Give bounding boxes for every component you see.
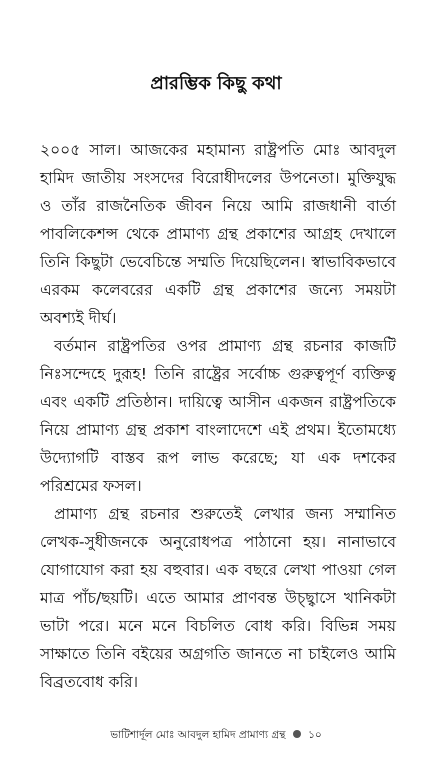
paragraph-2: বর্তমান রাষ্ট্রপতির ওপর প্রামাণ্য গ্রন্থ রচনার কাজটি নিঃসন্দেহে দুরূহ! তিনি রাষ্ট্রের সর্বোচ্চ গুরুত্বপূর্ণ ব্যক্তিত্ব এবং একটি প্রতিষ্ঠান। দায়িত্বে আসীন একজন রাষ্ট্রপতিকে নিয়ে প্রামাণ্য গ্রন্থ প্রকাশ বাংলাদেশে এই প্রথম। ইতোমধ্যে উদ্যোগটি বাস্তব রূপ লাভ করেছে; যা এক দশকের পরিশ্রমের ফসল। [40, 337, 396, 495]
chapter-title: প্রারম্ভিক কিছু কথা [150, 73, 282, 94]
page-number: ১০ [308, 729, 322, 741]
paragraph-3: প্রামাণ্য গ্রন্থ রচনার শুরুতেই লেখার জন্য সম্মানিত লেখক-সুধীজনকে অনুরোধপত্র পাঠানো হয়। নানাভাবে যোগাযোগ করা হয় বহুবার। এক বছরে লেখা পাওয়া গেল মাত্র পাঁচ/ছয়টি। এতে আমার প্রাণবন্ত উচ্ছ্বাসে খানিকটা ভাটা পরে। মনে মনে বিচলিত বোধ করি। বিভিন্ন সময় সাক্ষাতে তিনি বইয়ের অগ্রগতি জানতে না চাইলেও আমি বিব্রতবোধ করি। [40, 505, 396, 691]
bullet-dot-icon [293, 730, 301, 738]
paragraph-1: ২০০৫ সাল। আজকের মহামান্য রাষ্ট্রপতি মোঃ আবদুল হামিদ জাতীয় সংসদের বিরোধীদলের উপনেতা। মুক্তিযুদ্ধ ও তাঁর রাজনৈতিক জীবন নিয়ে আমি রাজধানী বার্তা পাবলিকেশন্স থেকে প্রামাণ্য গ্রন্থ প্রকাশের আগ্রহ দেখালে তিনি কিছুটা ভেবেচিন্তে সম্মতি দিয়েছিলেন। স্বাভাবিকভাবে এরকম কলেবরের একটি গ্রন্থ প্রকাশের জন্যে সময়টা অবশ্যই দীর্ঘ। [40, 141, 396, 327]
footer-book-title: ভাটিশার্দূল মোঃ আবদুল হামিদ প্রামাণ্য গ্রন্থ [110, 729, 286, 741]
body-text [40, 136, 396, 696]
running-footer [0, 728, 432, 742]
